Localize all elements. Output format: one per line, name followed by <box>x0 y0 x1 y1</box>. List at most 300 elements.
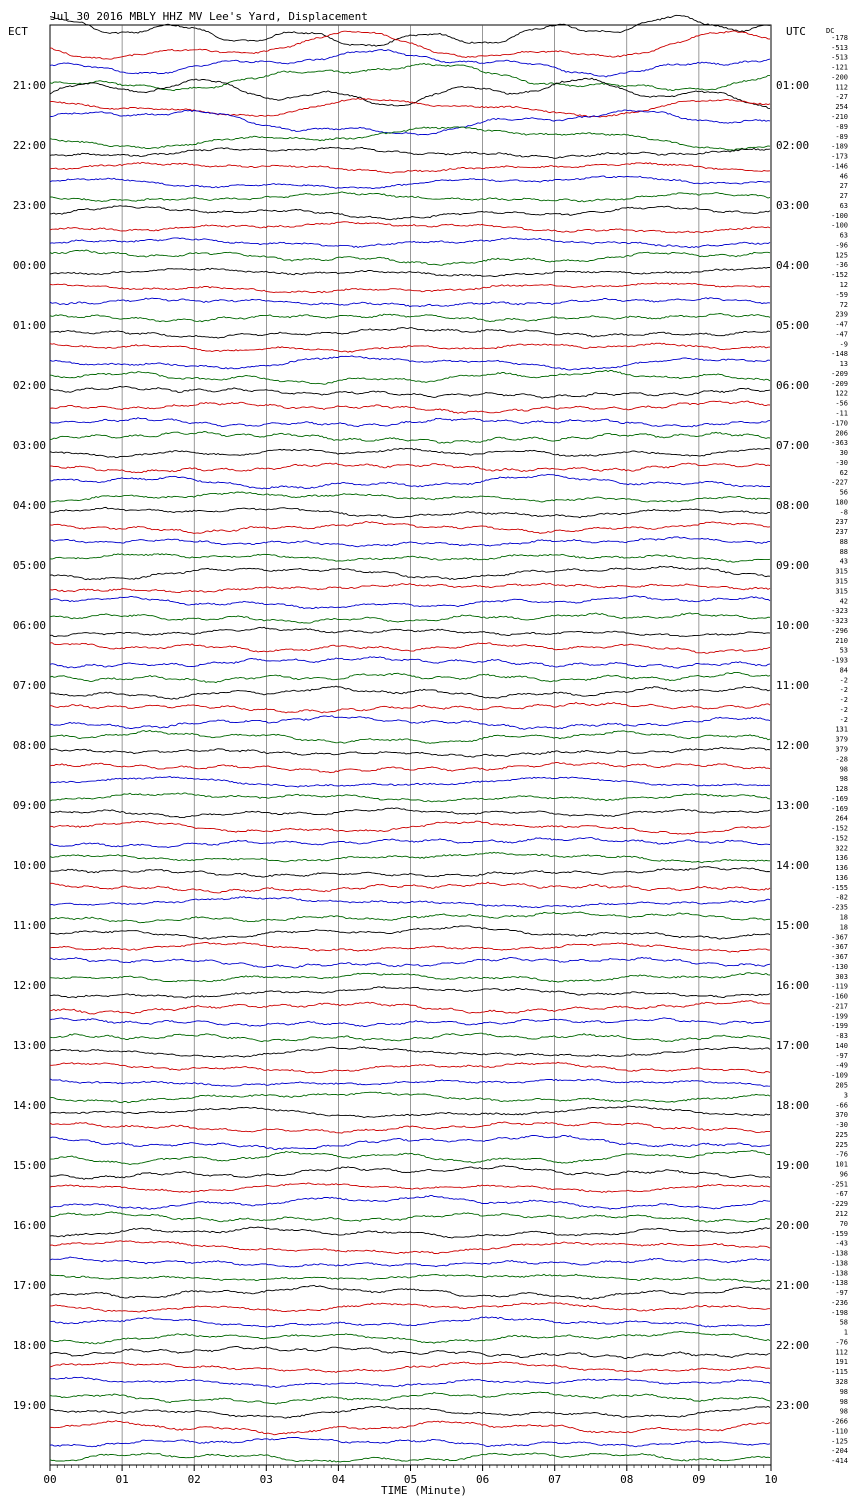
trace-line <box>50 1079 770 1087</box>
trace-line <box>50 1274 770 1282</box>
trace-line <box>50 250 770 265</box>
trace-offset-label: -148 <box>831 350 848 359</box>
ect-hour-label: 02:00 <box>12 379 46 392</box>
utc-hour-label: 10:00 <box>776 619 810 632</box>
trace-line <box>50 63 770 90</box>
trace-line <box>50 474 770 489</box>
trace-offset-label: -199 <box>831 1022 848 1031</box>
trace-offset-label: 205 <box>835 1081 848 1090</box>
trace-offset-label: -43 <box>835 1239 848 1248</box>
trace-line <box>50 627 770 636</box>
trace-offset-label: 101 <box>835 1160 848 1169</box>
trace-offset-label: -209 <box>831 379 848 388</box>
ect-hour-label: 23:00 <box>12 199 46 212</box>
trace-line <box>50 1018 770 1027</box>
x-tick-label: 04 <box>331 1473 346 1486</box>
x-axis-ticks <box>43 1465 777 1486</box>
trace-offset-label: 98 <box>839 1397 848 1406</box>
trace-offset-label: 191 <box>835 1358 848 1367</box>
utc-hour-label: 15:00 <box>776 919 810 932</box>
trace-offset-label: -367 <box>831 953 848 962</box>
trace-line <box>50 1303 770 1312</box>
trace-offset-label: -210 <box>831 113 848 122</box>
trace-offset-label: -100 <box>831 221 848 230</box>
trace-offset-label: -97 <box>835 1289 848 1298</box>
trace-offset-label: -236 <box>831 1298 848 1307</box>
trace-line <box>50 686 770 699</box>
trace-offset-label: -97 <box>835 1051 848 1060</box>
trace-offset-label: 72 <box>839 300 848 309</box>
trace-line <box>50 492 770 502</box>
trace-line <box>50 432 770 444</box>
trace-offset-label: 88 <box>839 537 848 546</box>
ect-hour-label: 15:00 <box>12 1159 46 1172</box>
utc-hour-label: 17:00 <box>776 1039 810 1052</box>
trace-offset-label: -121 <box>831 63 848 72</box>
trace-offset-label: 303 <box>835 972 848 981</box>
trace-offset-label: 18 <box>839 913 848 922</box>
ect-hour-label: 04:00 <box>12 499 46 512</box>
x-tick-label: 10 <box>764 1473 778 1486</box>
trace-line <box>50 762 770 772</box>
ect-hour-label: 03:00 <box>12 439 46 452</box>
trace-offset-label: 206 <box>835 429 848 438</box>
utc-hour-label: 22:00 <box>776 1339 810 1352</box>
trace-offset-label: -47 <box>835 330 848 339</box>
trace-line <box>50 867 770 878</box>
utc-hour-label: 05:00 <box>776 319 810 332</box>
trace-offset-label: 210 <box>835 636 848 645</box>
trace-line <box>50 192 770 202</box>
trace-offset-label: -159 <box>831 1229 848 1238</box>
utc-hour-label: 09:00 <box>776 559 810 572</box>
trace-offset-label: 140 <box>835 1041 848 1050</box>
trace-line <box>50 1332 770 1344</box>
trace-line <box>50 716 770 730</box>
trace-offset-label: -323 <box>831 617 848 626</box>
ect-hour-label: 22:00 <box>12 139 46 152</box>
trace-offset-label: -152 <box>831 834 848 843</box>
trace-offset-label: -138 <box>831 1279 848 1288</box>
trace-offset-label: 18 <box>839 923 848 932</box>
ect-hour-label: 05:00 <box>12 559 46 572</box>
trace-line <box>50 507 770 517</box>
ect-hour-label: 10:00 <box>12 859 46 872</box>
utc-hour-label: 21:00 <box>776 1279 810 1292</box>
trace-offset-label: -2 <box>839 696 848 705</box>
trace-offset-label: 98 <box>839 775 848 784</box>
trace-line <box>50 730 770 743</box>
trace-line <box>50 343 770 352</box>
trace-offset-label: -100 <box>831 211 848 220</box>
ect-hour-label: 21:00 <box>12 79 46 92</box>
trace-line <box>50 613 770 623</box>
utc-hour-label: 08:00 <box>776 499 810 512</box>
trace-offset-label: -193 <box>831 656 848 665</box>
trace-offset-label: -130 <box>831 962 848 971</box>
trace-offset-label: -189 <box>831 142 848 151</box>
trace-offset-label: -56 <box>835 399 848 408</box>
trace-line <box>50 793 770 802</box>
trace-line <box>50 1047 770 1058</box>
trace-line <box>50 1362 770 1373</box>
trace-offset-label: 315 <box>835 567 848 576</box>
trace-offset-label: -199 <box>831 1012 848 1021</box>
trace-offset-label: -110 <box>831 1427 848 1436</box>
utc-hour-label: 01:00 <box>776 79 810 92</box>
ect-hour-label: 11:00 <box>12 919 46 932</box>
trace-offset-label: -169 <box>831 794 848 803</box>
trace-line <box>50 162 770 173</box>
trace-line <box>50 1257 770 1267</box>
trace-line <box>50 583 770 592</box>
trace-offset-label: -109 <box>831 1071 848 1080</box>
trace-offset-label: -125 <box>831 1437 848 1446</box>
utc-hour-labels <box>776 79 809 1412</box>
trace-offset-label: 3 <box>843 1091 848 1100</box>
trace-offset-label: -11 <box>835 409 848 418</box>
trace-offset-label: 370 <box>835 1111 848 1120</box>
trace-offset-label: -89 <box>835 132 848 141</box>
utc-hour-label: 12:00 <box>776 739 810 752</box>
trace-offset-label: -367 <box>831 933 848 942</box>
ect-hour-label: 06:00 <box>12 619 46 632</box>
trace-offset-label: 27 <box>839 182 848 191</box>
trace-offset-label: 42 <box>839 597 848 606</box>
trace-offset-label: 125 <box>835 251 848 260</box>
trace-offset-label: 225 <box>835 1130 848 1139</box>
trace-line <box>50 1092 770 1103</box>
trace-offset-label: -152 <box>831 271 848 280</box>
trace-offset-label: -8 <box>839 508 848 517</box>
trace-offset-label: -82 <box>835 893 848 902</box>
trace-offset-label: -146 <box>831 162 848 171</box>
utc-axis-label: UTC <box>786 25 806 38</box>
trace-offset-label: -138 <box>831 1269 848 1278</box>
trace-line <box>50 1377 770 1387</box>
trace-line <box>50 852 770 863</box>
trace-offset-label: 98 <box>839 765 848 774</box>
trace-line <box>50 1285 770 1299</box>
trace-offset-label: -67 <box>835 1190 848 1199</box>
trace-offset-label: 30 <box>839 449 848 458</box>
trace-line <box>50 370 770 384</box>
trace-offset-label: -296 <box>831 626 848 635</box>
trace-line <box>50 1241 770 1254</box>
trace-line <box>50 328 770 339</box>
trace-offset-label: 13 <box>839 360 848 369</box>
trace-line <box>50 672 770 682</box>
trace-line <box>50 1317 770 1327</box>
trace-offset-label: -170 <box>831 419 848 428</box>
trace-offset-label: -9 <box>839 340 848 349</box>
trace-offset-label: -414 <box>831 1457 848 1466</box>
trace-offset-label: -49 <box>835 1061 848 1070</box>
trace-offset-label: 98 <box>839 1407 848 1416</box>
utc-hour-label: 19:00 <box>776 1159 810 1172</box>
trace-line <box>50 268 770 277</box>
trace-offset-label: 84 <box>839 666 848 675</box>
trace-offset-label: 128 <box>835 785 848 794</box>
trace-offset-label: -169 <box>831 804 848 813</box>
trace-offset-label: 53 <box>839 646 848 655</box>
ect-hour-label: 01:00 <box>12 319 46 332</box>
trace-offset-label: -513 <box>831 53 848 62</box>
trace-offset-label: 63 <box>839 231 848 240</box>
ect-hour-label: 07:00 <box>12 679 46 692</box>
trace-offset-label: -47 <box>835 320 848 329</box>
trace-offset-label: 96 <box>839 1170 848 1179</box>
trace-line <box>50 448 770 457</box>
trace-line <box>50 882 770 893</box>
trace-offset-label: 315 <box>835 587 848 596</box>
trace-line <box>50 596 770 609</box>
trace-offset-label: -229 <box>831 1200 848 1209</box>
trace-offset-label: -513 <box>831 43 848 52</box>
utc-hour-label: 18:00 <box>776 1099 810 1112</box>
trace-line <box>50 838 770 848</box>
x-tick-label: 09 <box>692 1473 706 1486</box>
trace-offset-label: -160 <box>831 992 848 1001</box>
trace-offset-label: -152 <box>831 824 848 833</box>
trace-line <box>50 1392 770 1404</box>
trace-offset-label: -266 <box>831 1417 848 1426</box>
trace-line <box>50 1122 770 1133</box>
x-tick-label: 08 <box>620 1473 634 1486</box>
trace-line <box>50 1227 770 1238</box>
ect-hour-label: 17:00 <box>12 1279 46 1292</box>
seismic-traces <box>50 15 770 1462</box>
trace-line <box>50 1421 770 1435</box>
trace-offset-label: -251 <box>831 1180 848 1189</box>
trace-offset-label: 136 <box>835 854 848 863</box>
ect-hour-label: 16:00 <box>12 1219 46 1232</box>
trace-offset-label: 112 <box>835 83 848 92</box>
ect-hour-label: 13:00 <box>12 1039 46 1052</box>
x-tick-label: 01 <box>115 1473 129 1486</box>
trace-line <box>50 238 770 248</box>
trace-line <box>50 912 770 923</box>
trace-line <box>50 463 770 473</box>
ect-hour-label: 14:00 <box>12 1099 46 1112</box>
trace-offset-label: 12 <box>839 281 848 290</box>
trace-line <box>50 298 770 307</box>
chart-title: Jul 30 2016 MBLY HHZ MV Lee's Yard, Displacement <box>50 10 368 23</box>
x-axis-label: TIME (Minute) <box>380 1484 468 1497</box>
trace-line <box>50 401 770 413</box>
trace-line <box>50 78 770 108</box>
utc-hour-label: 16:00 <box>776 979 810 992</box>
trace-offset-label: -217 <box>831 1002 848 1011</box>
trace-line <box>50 1453 770 1462</box>
utc-hour-label: 11:00 <box>776 679 810 692</box>
trace-line <box>50 418 770 427</box>
trace-line <box>50 808 770 818</box>
trace-offset-label: 136 <box>835 864 848 873</box>
trace-offset-label: -204 <box>831 1447 848 1456</box>
trace-offset-label: -115 <box>831 1368 848 1377</box>
trace-offset-label: 131 <box>835 725 848 734</box>
trace-offset-label: -227 <box>831 478 848 487</box>
trace-offset-label: 180 <box>835 498 848 507</box>
ect-hour-label: 19:00 <box>12 1399 46 1412</box>
trace-offset-label: 379 <box>835 735 848 744</box>
utc-hour-label: 02:00 <box>776 139 810 152</box>
trace-offset-label: -28 <box>835 755 848 764</box>
x-tick-label: 00 <box>43 1473 57 1486</box>
trace-offset-label: -138 <box>831 1259 848 1268</box>
trace-line <box>50 386 770 398</box>
trace-offset-label: -200 <box>831 73 848 82</box>
trace-line <box>50 1062 770 1073</box>
trace-line <box>50 821 770 834</box>
trace-line <box>50 1347 770 1359</box>
trace-line <box>50 522 770 534</box>
ect-hour-label: 12:00 <box>12 979 46 992</box>
x-tick-label: 03 <box>259 1473 273 1486</box>
trace-offset-label: 328 <box>835 1377 848 1386</box>
trace-offset-label: 237 <box>835 528 848 537</box>
trace-offset-label: 237 <box>835 518 848 527</box>
utc-hour-label: 07:00 <box>776 439 810 452</box>
ect-hour-labels <box>13 79 46 1412</box>
trace-offset-label: -83 <box>835 1032 848 1041</box>
trace-line <box>50 747 770 757</box>
trace-offset-label: -173 <box>831 152 848 161</box>
trace-offset-label: -66 <box>835 1101 848 1110</box>
trace-offset-label: 62 <box>839 468 848 477</box>
trace-offset-label: 254 <box>835 103 848 112</box>
trace-line <box>50 1437 770 1446</box>
trace-offset-label: 112 <box>835 1348 848 1357</box>
trace-offset-label: -36 <box>835 261 848 270</box>
trace-offset-label: -96 <box>835 241 848 250</box>
utc-hour-label: 03:00 <box>776 199 810 212</box>
utc-hour-label: 14:00 <box>776 859 810 872</box>
trace-offset-label: 122 <box>835 389 848 398</box>
trace-line <box>50 643 770 654</box>
ect-hour-label: 00:00 <box>12 259 46 272</box>
trace-offset-label: -209 <box>831 369 848 378</box>
x-tick-label: 05 <box>403 1473 418 1486</box>
trace-line <box>50 50 770 77</box>
minute-gridlines <box>122 25 699 1465</box>
trace-line <box>50 1001 770 1014</box>
trace-line <box>50 554 770 563</box>
trace-line <box>50 943 770 953</box>
trace-offset-label: 63 <box>839 201 848 210</box>
trace-line <box>50 1166 770 1180</box>
trace-offset-label: -198 <box>831 1308 848 1317</box>
trace-offset-label: -59 <box>835 290 848 299</box>
trace-line <box>50 566 770 579</box>
trace-line <box>50 356 770 370</box>
trace-offset-label: -323 <box>831 607 848 616</box>
trace-offset-label: -27 <box>835 93 848 102</box>
trace-line <box>50 1033 770 1041</box>
utc-hour-label: 20:00 <box>776 1219 810 1232</box>
trace-offset-labels <box>831 34 848 1465</box>
trace-offset-label: -119 <box>831 982 848 991</box>
trace-line <box>50 1106 770 1117</box>
trace-line <box>50 897 770 908</box>
utc-hour-label: 04:00 <box>776 259 810 272</box>
trace-offset-label: 70 <box>839 1219 848 1228</box>
trace-offset-label: 239 <box>835 310 848 319</box>
trace-offset-label: 43 <box>839 557 848 566</box>
trace-offset-label: 58 <box>839 1318 848 1327</box>
trace-offset-label: -367 <box>831 943 848 952</box>
trace-offset-label: -30 <box>835 1121 848 1130</box>
trace-offset-label: -30 <box>835 458 848 467</box>
trace-line <box>50 206 770 220</box>
trace-offset-label: 88 <box>839 547 848 556</box>
trace-offset-label: 225 <box>835 1140 848 1149</box>
utc-hour-label: 06:00 <box>776 379 810 392</box>
trace-offset-label: -76 <box>835 1150 848 1159</box>
trace-line <box>50 283 770 293</box>
trace-line <box>50 777 770 788</box>
trace-offset-label: 136 <box>835 873 848 882</box>
trace-offset-label: 322 <box>835 844 848 853</box>
offsets-header: DC <box>826 27 835 35</box>
trace-line <box>50 1135 770 1149</box>
trace-line <box>50 1183 770 1193</box>
trace-offset-label: 46 <box>839 172 848 181</box>
trace-offset-label: 98 <box>839 1387 848 1396</box>
trace-line <box>50 127 770 151</box>
ect-hour-label: 18:00 <box>12 1339 46 1352</box>
trace-offset-label: -2 <box>839 676 848 685</box>
utc-hour-label: 13:00 <box>776 799 810 812</box>
trace-offset-label: 264 <box>835 814 848 823</box>
ect-axis-label: ECT <box>8 25 28 38</box>
trace-line <box>50 973 770 982</box>
trace-offset-label: -2 <box>839 705 848 714</box>
trace-offset-label: 212 <box>835 1209 848 1218</box>
trace-offset-label: -76 <box>835 1338 848 1347</box>
trace-offset-label: 56 <box>839 488 848 497</box>
trace-offset-label: -363 <box>831 439 848 448</box>
ect-hour-label: 08:00 <box>12 739 46 752</box>
x-tick-label: 06 <box>475 1473 490 1486</box>
trace-line <box>50 222 770 233</box>
trace-line <box>50 987 770 998</box>
ect-hour-label: 09:00 <box>12 799 46 812</box>
trace-line <box>50 314 770 322</box>
trace-offset-label: 27 <box>839 192 848 201</box>
trace-line <box>50 1406 770 1418</box>
trace-line <box>50 147 770 158</box>
trace-line <box>50 537 770 547</box>
utc-hour-label: 23:00 <box>776 1399 810 1412</box>
trace-line <box>50 176 770 189</box>
x-tick-label: 07 <box>548 1473 562 1486</box>
trace-line <box>50 657 770 668</box>
x-tick-label: 02 <box>187 1473 201 1486</box>
trace-offset-label: 315 <box>835 577 848 586</box>
trace-offset-label: 1 <box>843 1328 848 1337</box>
trace-line <box>50 1196 770 1210</box>
trace-offset-label: -89 <box>835 122 848 131</box>
trace-offset-label: -2 <box>839 715 848 724</box>
trace-offset-label: -235 <box>831 903 848 912</box>
trace-line <box>50 1212 770 1222</box>
trace-line <box>50 926 770 939</box>
trace-offset-label: -178 <box>831 33 848 42</box>
trace-offset-label: -138 <box>831 1249 848 1258</box>
trace-line <box>50 702 770 713</box>
